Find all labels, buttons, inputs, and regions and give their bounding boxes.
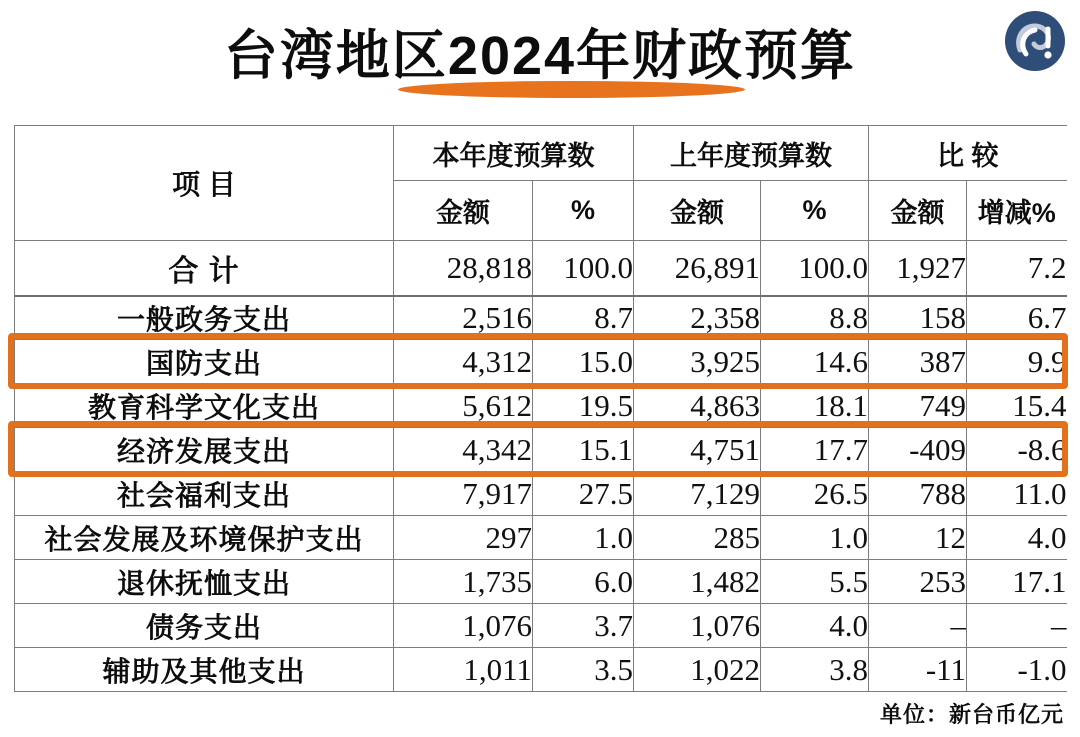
cell-previous-percent: 4.0 [761, 604, 869, 648]
cell-comparison-amount: -409 [869, 428, 967, 472]
row-label: 辅助及其他支出 [15, 648, 394, 692]
cell-current-percent: 3.7 [533, 604, 634, 648]
cell-current-percent: 8.7 [533, 296, 634, 340]
cell-comparison-change-percent: 17.1 [967, 560, 1067, 604]
cell-previous-amount: 1,482 [634, 560, 761, 604]
header-previous-amount: 金额 [634, 181, 761, 241]
page-title [224, 12, 856, 100]
cell-previous-amount: 7,129 [634, 472, 761, 516]
cell-current-amount: 7,917 [394, 472, 533, 516]
cell-current-amount: 4,342 [394, 428, 533, 472]
cell-previous-percent: 1.0 [761, 516, 869, 560]
cell-current-percent: 1.0 [533, 516, 634, 560]
cell-comparison-change-percent: -1.0 [967, 648, 1067, 692]
row-label: 合 计 [15, 241, 394, 296]
table-row [15, 648, 1067, 692]
cell-comparison-change-percent: 9.9 [967, 340, 1067, 384]
table-row [15, 296, 1067, 340]
cell-current-amount: 4,312 [394, 340, 533, 384]
cell-previous-percent: 14.6 [761, 340, 869, 384]
cell-comparison-amount: – [869, 604, 967, 648]
cell-comparison-change-percent: 15.4 [967, 384, 1067, 428]
row-label: 一般政务支出 [15, 296, 394, 340]
table-row-highlighted [15, 340, 1067, 384]
header-item: 项 目 [15, 126, 394, 241]
cell-current-amount: 1,735 [394, 560, 533, 604]
row-label: 退休抚恤支出 [15, 560, 394, 604]
row-label: 债务支出 [15, 604, 394, 648]
table-row-total [15, 241, 1067, 296]
cell-comparison-amount: 387 [869, 340, 967, 384]
cell-current-percent: 3.5 [533, 648, 634, 692]
cell-current-amount: 1,011 [394, 648, 533, 692]
cell-previous-percent: 26.5 [761, 472, 869, 516]
cell-previous-percent: 8.8 [761, 296, 869, 340]
cell-comparison-amount: 1,927 [869, 241, 967, 296]
cell-current-percent: 15.0 [533, 340, 634, 384]
cell-previous-amount: 1,076 [634, 604, 761, 648]
row-label: 社会福利支出 [15, 472, 394, 516]
cell-comparison-change-percent: 11.0 [967, 472, 1067, 516]
cell-current-percent: 15.1 [533, 428, 634, 472]
cell-previous-amount: 2,358 [634, 296, 761, 340]
cell-current-amount: 297 [394, 516, 533, 560]
header-previous-percent: % [761, 181, 869, 241]
header-comparison-amount: 金额 [869, 181, 967, 241]
row-label: 经济发展支出 [15, 428, 394, 472]
cell-previous-percent: 5.5 [761, 560, 869, 604]
table-row [15, 560, 1067, 604]
cell-previous-percent: 17.7 [761, 428, 869, 472]
row-label: 教育科学文化支出 [15, 384, 394, 428]
header-current-amount: 金额 [394, 181, 533, 241]
cell-previous-percent: 100.0 [761, 241, 869, 296]
cell-comparison-change-percent: 6.7 [967, 296, 1067, 340]
cell-current-amount: 5,612 [394, 384, 533, 428]
cell-comparison-change-percent: 4.0 [967, 516, 1067, 560]
cell-comparison-amount: 788 [869, 472, 967, 516]
brand-logo [1003, 9, 1067, 73]
unit-note: 单位：新台币亿元 [879, 702, 1064, 727]
cell-comparison-amount: 12 [869, 516, 967, 560]
header-group-current-year: 本年度预算数 [394, 126, 634, 181]
table-row [15, 604, 1067, 648]
header-group-comparison: 比 较 [869, 126, 1067, 181]
cell-previous-amount: 285 [634, 516, 761, 560]
cell-previous-percent: 18.1 [761, 384, 869, 428]
cell-previous-amount: 3,925 [634, 340, 761, 384]
row-label: 国防支出 [15, 340, 394, 384]
cell-previous-amount: 1,022 [634, 648, 761, 692]
cell-comparison-change-percent: -8.6 [967, 428, 1067, 472]
row-label: 社会发展及环境保护支出 [15, 516, 394, 560]
table-row [15, 384, 1067, 428]
page-title-text: 台湾地区2024年财政预算 [223, 26, 857, 86]
page-title-block [0, 12, 1080, 100]
cell-current-percent: 6.0 [533, 560, 634, 604]
table-row-highlighted [15, 428, 1067, 472]
budget-table [14, 125, 1067, 692]
table-row [15, 516, 1067, 560]
cell-previous-percent: 3.8 [761, 648, 869, 692]
brand-logo-swirl-icon [1003, 9, 1067, 73]
cell-comparison-amount: -11 [869, 648, 967, 692]
cell-comparison-amount: 749 [869, 384, 967, 428]
cell-current-percent: 19.5 [533, 384, 634, 428]
cell-previous-amount: 26,891 [634, 241, 761, 296]
header-current-percent: % [533, 181, 634, 241]
header-group-previous-year: 上年度预算数 [634, 126, 869, 181]
cell-comparison-change-percent: – [967, 604, 1067, 648]
cell-current-amount: 28,818 [394, 241, 533, 296]
cell-comparison-amount: 158 [869, 296, 967, 340]
cell-current-percent: 100.0 [533, 241, 634, 296]
header-comparison-change-percent: 增减% [967, 181, 1067, 241]
cell-current-amount: 1,076 [394, 604, 533, 648]
cell-previous-amount: 4,751 [634, 428, 761, 472]
cell-current-percent: 27.5 [533, 472, 634, 516]
cell-comparison-amount: 253 [869, 560, 967, 604]
cell-comparison-change-percent: 7.2 [967, 241, 1067, 296]
table-row [15, 472, 1067, 516]
cell-previous-amount: 4,863 [634, 384, 761, 428]
cell-current-amount: 2,516 [394, 296, 533, 340]
